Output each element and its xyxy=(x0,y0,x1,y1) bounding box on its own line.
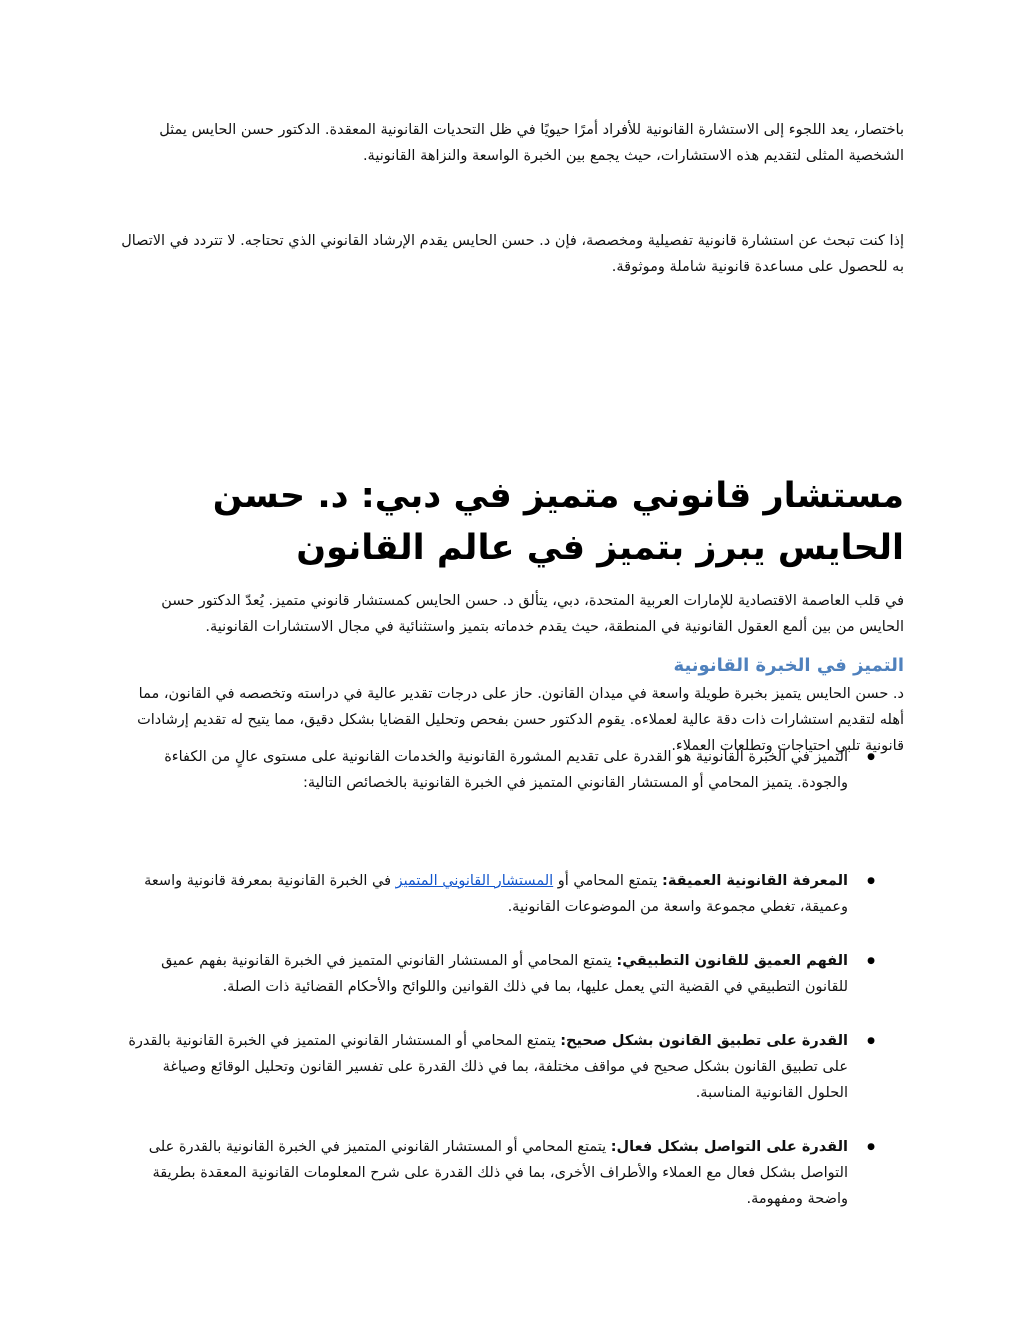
dubai-paragraph: في قلب العاصمة الاقتصادية للإمارات العربية المتحدة، دبي، يتألق د. حسن الحايس كمستشار قانوني متميز. يُعدّ الدكتور حسن الحايس من بين ألمع العقول القانونية في المنطقة، حيث يقدم خدماته بتميز واستثنائية في مجال الاستشارات القانونية. xyxy=(161,593,904,635)
bullet-text: التميز في الخبرة القانونية هو القدرة على تقديم المشورة القانونية والخدمات القانونية على مستوى عالٍ من الكفاءة والجودة. يتميز المحامي أو المستشار القانوني المتميز في الخبرة القانونية بالخصائص التالية: xyxy=(164,749,848,791)
bullet-item-intro xyxy=(120,744,904,796)
bullet-item-communication xyxy=(120,1134,904,1212)
bullet-text: يتمتع المحامي أو المستشار القانوني المتميز في الخبرة القانونية بفهم عميق للقانون التطبيقي في القضية التي يعمل عليها، بما في ذلك القوانين واللوائح والأحكام القضائية ذات الصلة. xyxy=(161,953,848,995)
legal-consultant-link[interactable]: المستشار القانوني المتميز xyxy=(395,873,554,889)
bullet-heading: المعرفة القانونية العميقة: xyxy=(662,873,848,889)
bullet-item-deep-knowledge xyxy=(120,868,904,920)
bullet-heading: الفهم العميق للقانون التطبيقي: xyxy=(616,953,848,969)
bullet-text: يتمتع المحامي أو المستشار القانوني المتميز في الخبرة القانونية بالقدرة على تطبيق القانون بشكل صحيح في مواقف مختلفة، بما في ذلك القدرة على تفسير القانون وتحليل الوقائع وصياغة الحلول القانونية المناسبة. xyxy=(128,1033,848,1101)
expertise-paragraph: د. حسن الحايس يتميز بخبرة طويلة واسعة في ميدان القانون. حاز على درجات تقدير عالية في دراسته وتخصصه في القانون، مما أهله لتقديم استشارات ذات دقة عالية لعملاءه. يقوم الدكتور حسن بفحص وتحليل القضايا بشكل دقيق، مما يتيح له تقديم إرشادات قانونية تلبي احتياجات وتطلعات العملاء. xyxy=(137,686,904,754)
bullet-item-applied-law xyxy=(120,948,904,1000)
bullet-heading: القدرة على تطبيق القانون بشكل صحيح: xyxy=(560,1033,848,1049)
article-title: مستشار قانوني متميز في دبي: د. حسن الحايس يبرز بتميز في عالم القانون xyxy=(212,476,904,568)
bullet-text: في الخبرة القانونية بمعرفة قانونية واسعة وعميقة، تغطي مجموعة واسعة من الموضوعات القانونية. xyxy=(144,873,848,915)
bullet-item-apply-law xyxy=(120,1028,904,1106)
section-title-expertise: التميز في الخبرة القانونية xyxy=(673,655,904,676)
bullet-text: يتمتع المحامي أو xyxy=(553,873,663,889)
bullet-heading: القدرة على التواصل بشكل فعال: xyxy=(610,1139,848,1155)
intro-paragraph-2: إذا كنت تبحث عن استشارة قانونية تفصيلية ومخصصة، فإن د. حسن الحايس يقدم الإرشاد القانوني الذي تحتاجه. لا تتردد في الاتصال به للحصول على مساعدة قانونية شاملة وموثوقة. xyxy=(121,233,904,275)
bullet-text: يتمتع المحامي أو المستشار القانوني المتميز في الخبرة القانونية بالقدرة على التواصل بشكل فعال مع العملاء والأطراف الأخرى، بما في ذلك القدرة على شرح المعلومات القانونية المعقدة بطريقة واضحة ومفهومة. xyxy=(148,1139,848,1207)
document-page xyxy=(120,0,904,1325)
intro-paragraph-1: باختصار، يعد اللجوء إلى الاستشارة القانونية للأفراد أمرًا حيويًا في ظل التحديات القانونية المعقدة. الدكتور حسن الحايس يمثل الشخصية المثلى لتقديم هذه الاستشارات، حيث يجمع بين الخبرة الواسعة والنزاهة القانونية. xyxy=(159,122,904,164)
expertise-bullet-list xyxy=(120,744,904,1212)
